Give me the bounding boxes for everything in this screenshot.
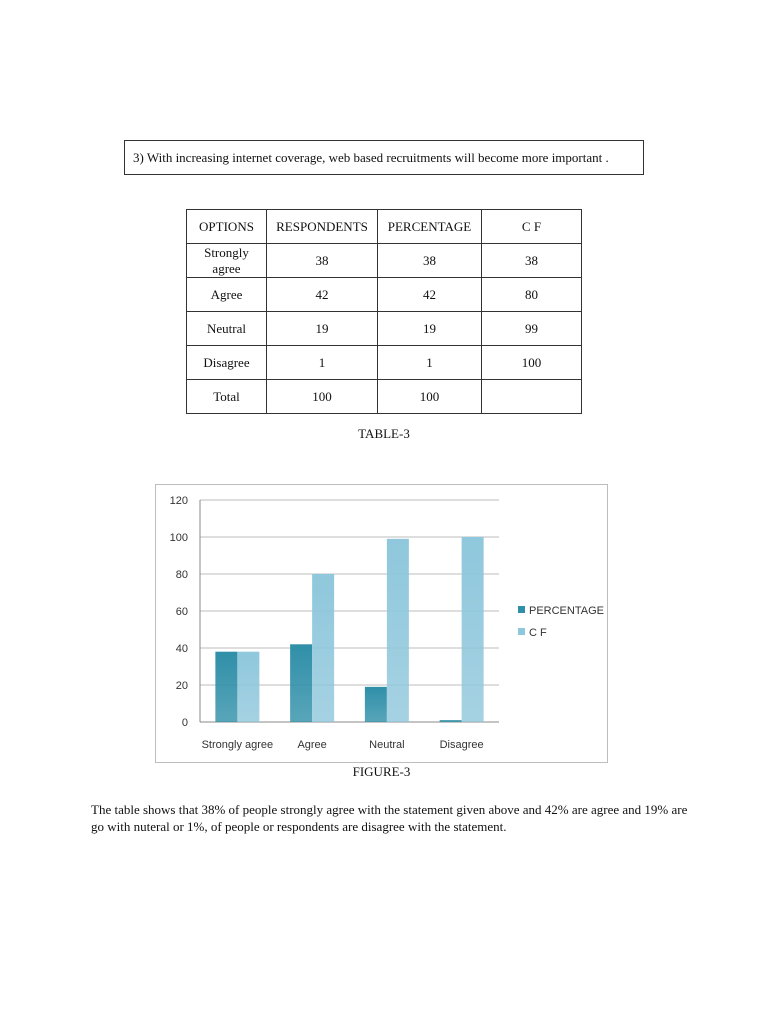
table-cell: 100 <box>482 346 582 380</box>
figure-caption: FIGURE-3 <box>352 764 411 779</box>
table-cell: Total <box>187 380 267 414</box>
question-box: 3) With increasing internet coverage, web based recruitments will become more important . <box>124 140 644 175</box>
table-header-row <box>187 210 582 244</box>
table-cell: 42 <box>378 278 482 312</box>
bar <box>365 687 387 722</box>
x-tick-label: Disagree <box>439 739 484 751</box>
x-tick-label: Neutral <box>369 739 405 751</box>
bar <box>215 652 237 722</box>
table-cell <box>482 380 582 414</box>
table-cell: 38 <box>482 244 582 278</box>
table-row <box>187 346 582 380</box>
y-tick-label: 40 <box>175 643 188 655</box>
table-cell: 100 <box>378 380 482 414</box>
table-cell: Strongly agree <box>187 244 267 278</box>
table-row <box>187 312 582 346</box>
legend-label: PERCENTAGE <box>529 605 604 617</box>
table-cell: 99 <box>482 312 582 346</box>
table-cell: 19 <box>267 312 378 346</box>
bar <box>462 537 484 722</box>
table-row <box>187 278 582 312</box>
y-tick-label: 20 <box>175 680 188 692</box>
legend-swatch <box>518 628 525 635</box>
table-header-cell: RESPONDENTS <box>267 210 378 244</box>
table-cell: Neutral <box>187 312 267 346</box>
table-cell: 38 <box>378 244 482 278</box>
legend-label: C F <box>529 627 547 639</box>
bar <box>290 644 312 722</box>
y-tick-label: 60 <box>175 606 188 618</box>
table-cell: 42 <box>267 278 378 312</box>
table-cell: 1 <box>267 346 378 380</box>
table-header-cell: C F <box>482 210 582 244</box>
legend-swatch <box>518 606 525 613</box>
y-tick-label: 120 <box>169 495 188 507</box>
table-caption: TABLE-3 <box>358 426 410 441</box>
chart-canvas <box>156 485 607 762</box>
bar <box>312 574 334 722</box>
table-cell: 80 <box>482 278 582 312</box>
table-cell: 19 <box>378 312 482 346</box>
table-cell: 38 <box>267 244 378 278</box>
survey-table <box>186 209 582 414</box>
summary-paragraph: The table shows that 38% of people strongly agree with the statement given above and 42% are agree and 19% are go with nuteral or 1%, of people or respondents are disagree with the statement. <box>91 802 688 834</box>
y-tick-label: 100 <box>169 532 188 544</box>
table-row <box>187 244 582 278</box>
bar-chart <box>155 484 608 763</box>
x-tick-label: Agree <box>297 739 327 751</box>
table-cell: Agree <box>187 278 267 312</box>
bar <box>387 539 409 722</box>
y-tick-label: 0 <box>181 717 188 729</box>
table-row <box>187 380 582 414</box>
table-cell: 100 <box>267 380 378 414</box>
bar <box>440 720 462 722</box>
table-cell: 1 <box>378 346 482 380</box>
table-header-cell: OPTIONS <box>187 210 267 244</box>
table-header-cell: PERCENTAGE <box>378 210 482 244</box>
y-tick-label: 80 <box>175 569 188 581</box>
x-tick-label: Strongly agree <box>201 739 274 751</box>
bar <box>237 652 259 722</box>
table-cell: Disagree <box>187 346 267 380</box>
